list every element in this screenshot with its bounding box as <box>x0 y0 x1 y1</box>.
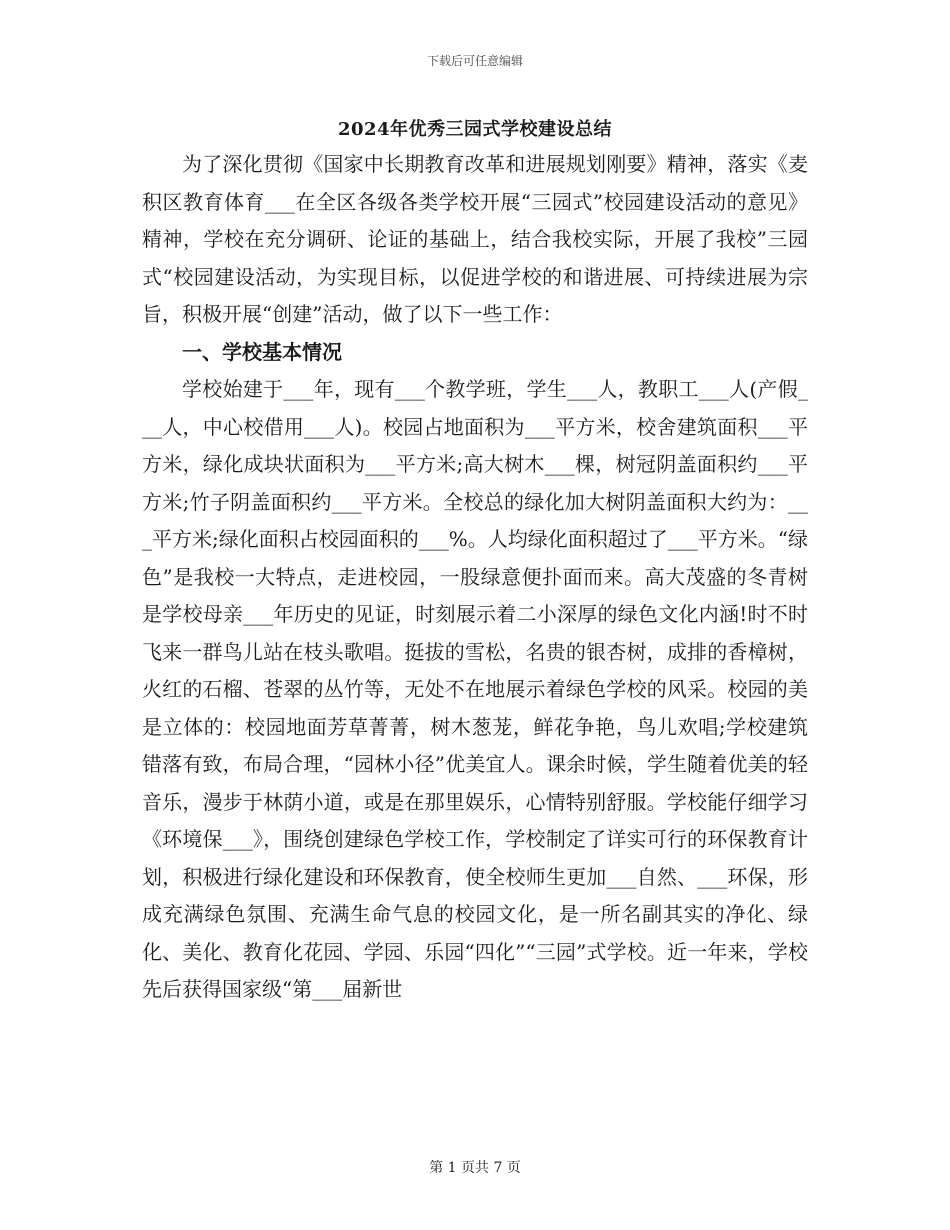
page-header-note: 下载后可任意编辑 <box>426 54 523 68</box>
section-heading: 一、学校基本情况 <box>182 339 342 364</box>
page-number: 第 1 页共 7 页 <box>429 1160 521 1176</box>
section-paragraph: 学校始建于___年，现有___个教学班，学生___人，教职工___人(产假___人，中心校借用___人)。校园占地面积为___平方米，校舍建筑面积___平方米，绿化成块状面积为___平方米;高大树木___棵，树冠阴盖面积约___平方米;竹子阴盖面积约___平方米。全校总的绿化加大树阴盖面积大约为：___平方米;绿化面积占校园面积的___%。人均绿化面积超过了___平方米。“绿色”是我校一大特点，走进校园，一股绿意便扑面而来。高大茂盛的冬青树是学校母亲___年历史的见证，时刻展示着二小深厚的绿色文化内涵!时不时飞来一群鸟儿站在枝头歌唱。挺拔的雪松，名贵的银杏树，成排的香樟树，火红的石榴、苍翠的丛竹等，无处不在地展示着绿色学校的风采。校园的美是立体的：校园地面芳草菁菁，树木葱茏，鲜花争艳，鸟儿欢唱;学校建筑错落有致，布局合理，“园林小径”优美宜人。课余时候，学生随着优美的轻音乐，漫步于林荫小道，或是在那里娱乐，心情特别舒服。学校能仔细学习《环境保___》，围绕创建绿色学校工作，学校制定了详实可行的环保教育计划，积极进行绿化建设和环保教育，使全校师生更加___自然、___环保，形成充满绿色氛围、充满生命气息的校园文化，是一所名副其实的净化、绿化、美化、教育化花园、学园、乐园“四化”“三园”式学校。近一年来，学校先后获得国家级“第___届新世 <box>142 377 808 1001</box>
document-body <box>142 146 808 1009</box>
document-title: 2024年优秀三园式学校建设总结 <box>337 119 613 140</box>
intro-paragraph: 为了深化贯彻《国家中长期教育改革和进展规划刚要》精神，落实《麦积区教育体育___在全区各级各类学校开展“三园式”校园建设活动的意见》精神，学校在充分调研、论证的基础上，结合我校实际，开展了我校”三园式“校园建设活动，为实现目标，以促进学校的和谐进展、可持续进展为宗旨，积极开展“创建”活动，做了以下一些工作： <box>142 152 808 326</box>
